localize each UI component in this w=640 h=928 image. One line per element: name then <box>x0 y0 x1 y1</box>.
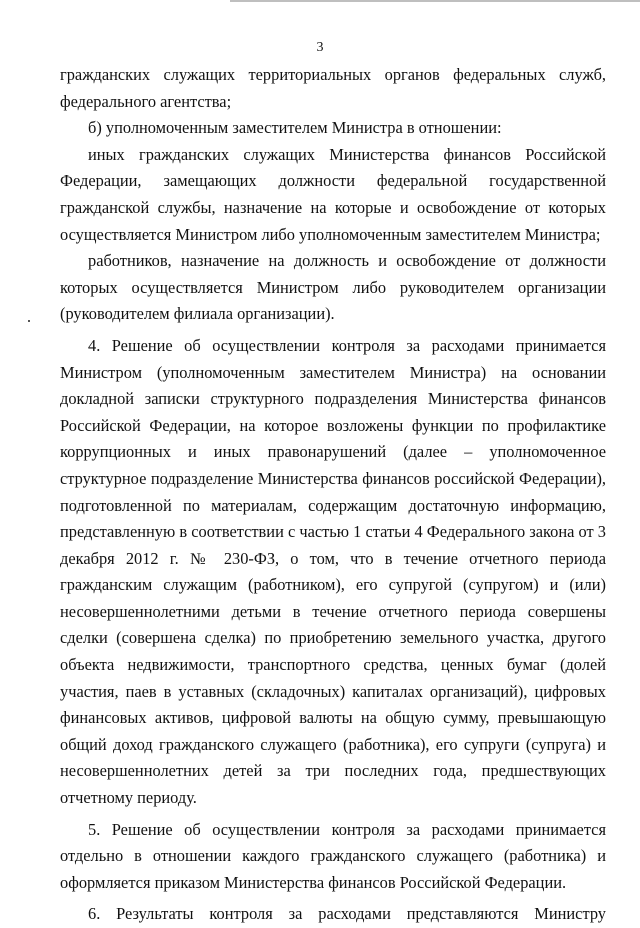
document-body <box>60 62 606 928</box>
paragraph-continuation: гражданских служащих территориальных органов федеральных служб, федерального агентства; <box>60 65 606 111</box>
paragraph-other-servants: иных гражданских служащих Министерства финансов Российской Федерации, замещающих должности федеральной государственной гражданской службы, назначение на которые и освобождение от которых осуществляется Министром либо уполномоченным заместителем Министра; <box>60 144 606 244</box>
paragraph-4: 4. Решение об осуществлении контроля за расходами принимается Министром (уполномоченным заместителем Министра) на основании докладной записки структурного подразделения Министерства финансов Российской Федерации, на которое возложены функции по профилактике коррупционных и иных правонарушений (далее – уполномоченное структурное подразделение Министерства финансов российской Федерации), подготовленной по материалам, содержащим достаточную информацию, представленную в соответствии с частью 1 статьи 4 Федерального закона от 3 декабря 2012 г. № 230-ФЗ, о том, что в течение отчетного периода гражданским служащим (работником), его супругой (супругом) и (или) несовершеннолетними детьми в течение отчетного периода совершены сделки (совершена сделка) по приобретению земельного участка, другого объекта недвижимости, транспортного средства, ценных бумаг (долей участия, паев в уставных (складочных) капиталах организаций), цифровых финансовых активов, цифровой валюты на общую сумму, превышающую общий доход гражданского служащего (работника), его супруги (супруга) и несовершеннолетних детей за три последних года, предшествующих отчетному периоду. <box>60 335 606 808</box>
paragraph-6: 6. Результаты контроля за расходами представляются Министру <box>88 904 606 924</box>
paragraph-employees: работников, назначение на должность и освобождение от должности которых осуществляется Министром либо руководителем организации (руководителем филиала организации). <box>60 251 606 324</box>
page-number: 3 <box>316 40 324 55</box>
paragraph-5: 5. Решение об осуществлении контроля за расходами принимается отдельно в отношении каждого гражданского служащего (работника) и оформляется приказом Министерства финансов Российской Федерации. <box>60 819 606 892</box>
top-border-line <box>230 0 640 2</box>
paragraph-item-b: б) уполномоченным заместителем Министра в отношении: <box>88 118 502 138</box>
scan-artifact <box>28 320 30 322</box>
